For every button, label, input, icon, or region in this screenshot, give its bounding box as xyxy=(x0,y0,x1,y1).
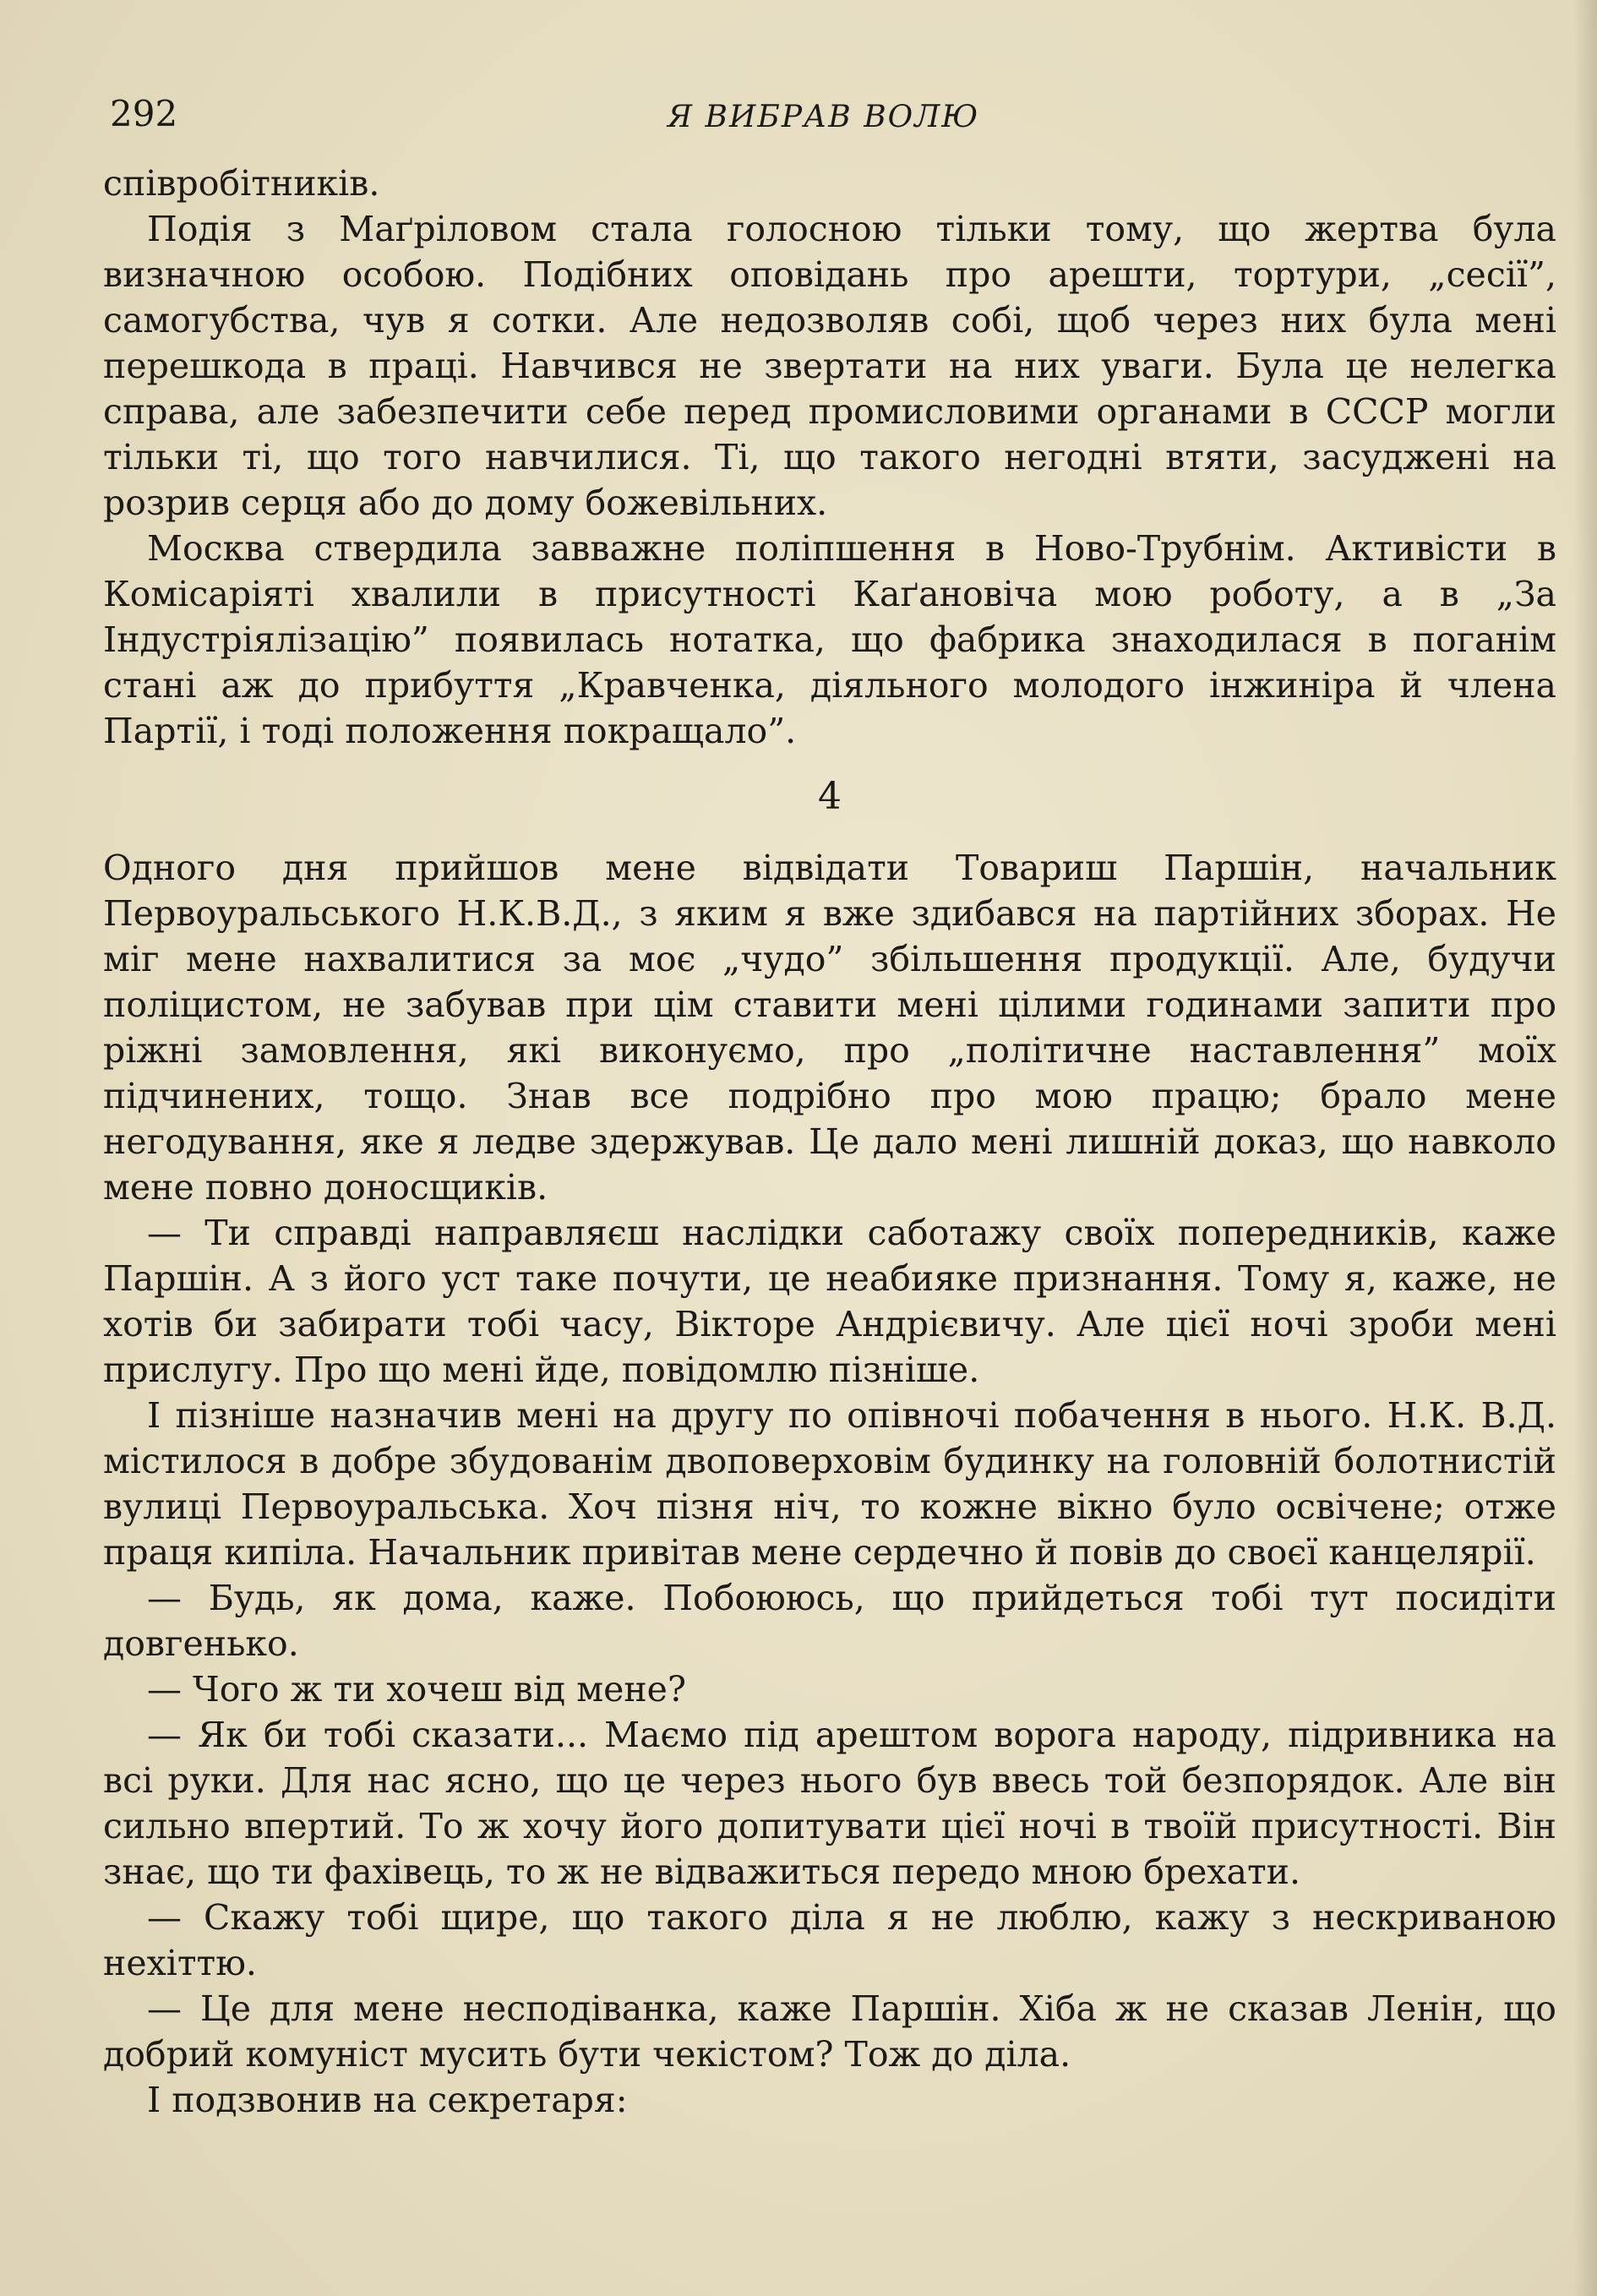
section-number: 4 xyxy=(818,775,842,818)
paragraph: І подзвонив на секретаря: xyxy=(147,2080,628,2120)
paragraph: — Скажу тобі щире, що такого діла я не люблю, кажу з нескриваною нехіттю. xyxy=(103,1897,1556,1983)
paragraph: — Це для мене несподіванка, каже Паршін. Хіба ж не сказав Ленін, що добрий комуніст мусить бути чекістом? Тож до діла. xyxy=(103,1988,1556,2075)
paragraph: — Чого ж ти хочеш від мене? xyxy=(147,1669,686,1710)
page-edge-shadow xyxy=(1573,0,1597,2296)
paragraph: — Будь, як дома, каже. Побоююсь, що прийдеться тобі тут посидіти довгенько. xyxy=(103,1578,1556,1664)
running-title: Я ВИБРАВ ВОЛЮ xyxy=(668,100,980,134)
page-number: 292 xyxy=(110,93,178,134)
paragraph: І пізніше назначив мені на другу по опівночі побачення в нього. Н.К. В.Д. містилося в добре збудованім двоповерховім будинку на головній болотнистій вулиці Первоуральська. Хоч пізня ніч, то кожне вікно було освічене; отже праця кипіла. Начальник привітав мене сердечно й повів до своєї канцелярії. xyxy=(103,1395,1556,1573)
paragraph: — Ти справді направляєш наслідки саботажу своїх попередників, каже Паршін. А з його уст таке почути, це неабияке признання. Тому я, каже, не хотів би забирати тобі часу, Вікторе Андрієвичу. Але цієї ночі зроби мені прислугу. Про що мені йде, повідомлю пізніше. xyxy=(103,1213,1556,1390)
paragraph: Москва ствердила завважне поліпшення в Ново-Трубнім. Активісти в Комісаріяті хвалили в присутності Каґановіча мою роботу, а в „За Індустріялізацію” появилась нотатка, що фабрика знаходилася в поганім стані аж до прибуття „Кравченка, діяльного молодого інжиніра й члена Партії, і тоді положення покращало”. xyxy=(103,528,1556,751)
paragraph: Одного дня прийшов мене відвідати Товариш Паршін, начальник Первоуральського Н.К.В.Д., з яким я вже здибався на партійних зборах. Не міг мене нахвалитися за моє „чудо” збільшення продукції. Але, будучи поліцистом, не забував при цім ставити мені цілими годинами запити про ріжні замовлення, які виконуємо, про „політичне наставлення” моїх підчинених, тощо. Знав все подрібно про мою працю; брало мене негодування, яке я ледве здержував. Це дало мені лишній доказ, що навколо мене повно доносщиків. xyxy=(103,848,1556,1208)
paragraph: — Як би тобі сказати... Маємо під арештом ворога народу, підривника на всі руки. Для нас ясно, що це через нього був ввесь той безпорядок. Але він сильно впертий. То ж хочу його допитувати цієї ночі в твоїй присутності. Він знає, що ти фахівець, то ж не відважиться передо мною брехати. xyxy=(103,1715,1556,1892)
paragraph: Подія з Маґріловом стала голосною тільки тому, що жертва була визначною особою. Подібних оповідань про арешти, тортури, „сесії”, самогубства, чув я сотки. Але недозволяв собі, щоб через них була мені перешкода в праці. Навчився не звертати на них уваги. Була це нелегка справа, але забезпечити себе перед промисловими органами в СССР могли тільки ті, що того навчилися. Ті, що такого негодні втяти, засуджені на розрив серця або до дому божевільних. xyxy=(103,209,1556,523)
body-text xyxy=(103,161,1556,2123)
paragraph: співробітників. xyxy=(103,163,380,204)
